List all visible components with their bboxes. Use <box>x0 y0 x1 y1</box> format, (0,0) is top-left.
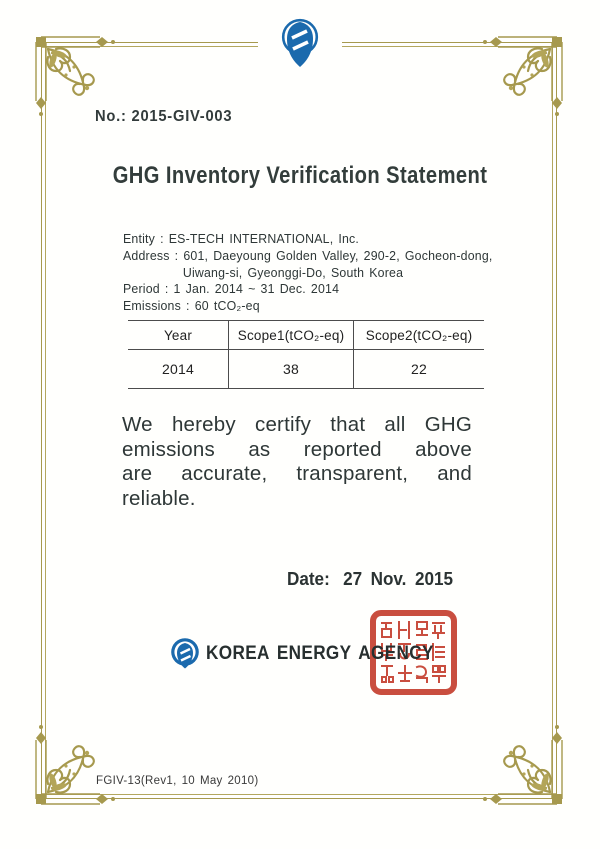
certification-statement <box>122 413 472 511</box>
emissions-table <box>128 320 484 389</box>
date-value: 27 Nov. 2015 <box>343 569 454 589</box>
address-line-1: Address : 601, Daeyoung Golden Valley, 290-2, Gocheon-dong, <box>123 247 493 263</box>
korea-energy-agency-logo-icon <box>170 637 200 670</box>
corner-ornament-top-left <box>26 27 118 119</box>
cell-year: 2014 <box>162 361 194 377</box>
cell-scope1: 38 <box>228 350 353 388</box>
statement-line: We hereby certify that all GHG <box>122 413 472 436</box>
statement-line: are accurate, transparent, and <box>122 462 472 485</box>
title-row <box>0 162 600 190</box>
table-header-row <box>128 321 484 350</box>
document-number: No.: 2015-GIV-003 <box>95 108 233 125</box>
statement-line: emissions as reported above <box>122 437 472 461</box>
header-year: Year <box>163 327 193 343</box>
corner-ornament-top-right <box>480 27 572 119</box>
issuer-name: KOREA ENERGY AGENCY <box>206 642 434 664</box>
header-scope2: Scope2(tCO₂-eq) <box>353 321 484 349</box>
period-line: Period : 1 Jan. 2014 ~ 31 Dec. 2014 <box>123 281 340 297</box>
emissions-line: Emissions : 60 tCO₂-eq <box>123 298 260 314</box>
header-scope1: Scope1(tCO₂-eq) <box>228 321 353 349</box>
issuer-block <box>170 637 465 670</box>
table-row <box>128 350 484 388</box>
cell-scope2: 22 <box>353 350 484 388</box>
korea-energy-agency-emblem-icon <box>258 16 342 76</box>
entity-line: Entity : ES-TECH INTERNATIONAL, Inc. <box>123 231 360 246</box>
statement-line: reliable. <box>122 486 196 510</box>
page-title: GHG Inventory Verification Statement <box>112 162 488 189</box>
date-label: Date: <box>287 569 330 589</box>
address-line-2: Uiwang-si, Gyeonggi-Do, South Korea <box>182 264 404 280</box>
corner-ornament-bottom-right <box>480 722 572 814</box>
form-number: FGIV-13(Rev1, 10 May 2010) <box>96 775 259 787</box>
date-row <box>287 569 453 590</box>
corner-ornament-bottom-left <box>26 722 118 814</box>
entity-info-block <box>123 231 493 315</box>
